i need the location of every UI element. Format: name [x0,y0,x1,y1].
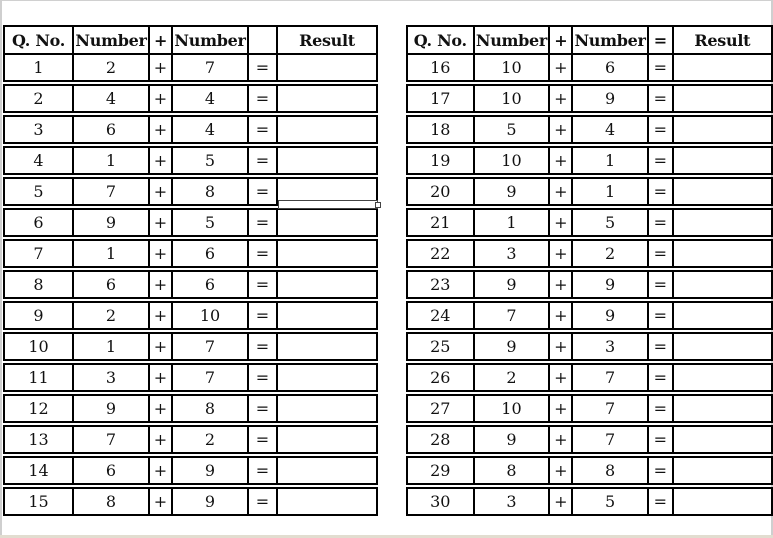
equals-sign-cell: = [248,176,277,207]
table-row [407,424,772,455]
equals-sign-cell: = [248,393,277,424]
header-number-2: Number [572,26,648,54]
plus-sign-cell: + [549,455,572,486]
equals-sign-cell: = [648,331,673,362]
question-number-cell: 17 [407,83,474,114]
header-row [407,26,772,54]
plus-sign-cell: + [549,362,572,393]
result-answer-cell[interactable] [673,486,772,515]
first-number-cell: 3 [73,362,149,393]
first-number-cell: 10 [474,54,550,83]
plus-sign-cell: + [549,207,572,238]
question-number-cell: 7 [4,238,73,269]
first-number-cell: 4 [73,83,149,114]
question-number-cell: 22 [407,238,474,269]
table-row [4,145,377,176]
question-number-cell: 23 [407,269,474,300]
first-number-cell: 6 [73,269,149,300]
second-number-cell: 8 [572,455,648,486]
table-row [4,331,377,362]
second-number-cell: 2 [572,238,648,269]
table-row [407,145,772,176]
plus-sign-cell: + [149,300,172,331]
result-answer-cell[interactable] [277,455,377,486]
selected-cell-handle[interactable] [278,200,378,209]
question-number-cell: 28 [407,424,474,455]
question-number-cell: 6 [4,207,73,238]
equals-sign-cell: = [648,486,673,515]
table-row [4,114,377,145]
plus-sign-cell: + [149,393,172,424]
equals-sign-cell: = [648,455,673,486]
first-number-cell: 6 [73,455,149,486]
result-answer-cell[interactable] [673,207,772,238]
first-number-cell: 9 [73,393,149,424]
equals-sign-cell: = [248,269,277,300]
table-row [4,300,377,331]
second-number-cell: 8 [172,176,248,207]
equals-sign-cell: = [248,54,277,83]
second-number-cell: 8 [172,393,248,424]
result-answer-cell[interactable] [673,300,772,331]
plus-sign-cell: + [149,114,172,145]
result-answer-cell[interactable] [277,145,377,176]
question-number-cell: 25 [407,331,474,362]
question-number-cell: 19 [407,145,474,176]
question-number-cell: 27 [407,393,474,424]
question-number-cell: 5 [4,176,73,207]
result-answer-cell[interactable] [277,114,377,145]
second-number-cell: 7 [572,424,648,455]
second-number-cell: 9 [172,455,248,486]
plus-sign-cell: + [149,424,172,455]
question-number-cell: 8 [4,269,73,300]
plus-sign-cell: + [549,238,572,269]
question-number-cell: 4 [4,145,73,176]
equals-sign-cell: = [248,114,277,145]
second-number-cell: 7 [572,393,648,424]
table-row [407,393,772,424]
question-number-cell: 10 [4,331,73,362]
table-row [407,331,772,362]
first-number-cell: 10 [474,393,550,424]
plus-sign-cell: + [149,54,172,83]
table-row [4,455,377,486]
question-number-cell: 29 [407,455,474,486]
header-result: Result [277,26,377,54]
equals-sign-cell: = [248,486,277,515]
equals-sign-cell: = [248,238,277,269]
second-number-cell: 9 [572,269,648,300]
table-row [407,269,772,300]
header-equals: = [648,26,673,54]
equals-sign-cell: = [248,300,277,331]
plus-sign-cell: + [549,114,572,145]
plus-sign-cell: + [549,393,572,424]
table-row [407,83,772,114]
second-number-cell: 1 [572,145,648,176]
table-row [4,83,377,114]
equals-sign-cell: = [648,176,673,207]
question-number-cell: 12 [4,393,73,424]
result-answer-cell[interactable] [277,238,377,269]
sheet-left-edge [0,0,2,538]
table-row [4,393,377,424]
first-number-cell: 1 [73,238,149,269]
result-answer-cell[interactable] [277,393,377,424]
first-number-cell: 1 [474,207,550,238]
first-number-cell: 7 [474,300,550,331]
first-number-cell: 9 [474,269,550,300]
equals-sign-cell: = [248,455,277,486]
second-number-cell: 4 [172,83,248,114]
second-number-cell: 3 [572,331,648,362]
second-number-cell: 6 [172,238,248,269]
result-answer-cell[interactable] [277,362,377,393]
worksheet-table-right [406,25,773,516]
first-number-cell: 7 [73,176,149,207]
question-number-cell: 16 [407,54,474,83]
first-number-cell: 1 [73,145,149,176]
result-answer-cell[interactable] [277,207,377,238]
result-answer-cell[interactable] [673,114,772,145]
second-number-cell: 7 [172,362,248,393]
equals-sign-cell: = [648,145,673,176]
result-answer-cell[interactable] [673,455,772,486]
header-plus: + [149,26,172,54]
first-number-cell: 9 [474,424,550,455]
table-row [4,486,377,515]
result-answer-cell[interactable] [673,269,772,300]
question-number-cell: 21 [407,207,474,238]
result-answer-cell[interactable] [277,486,377,515]
table-row [4,238,377,269]
equals-sign-cell: = [648,300,673,331]
first-number-cell: 3 [474,486,550,515]
plus-sign-cell: + [549,331,572,362]
question-number-cell: 14 [4,455,73,486]
first-number-cell: 9 [73,207,149,238]
second-number-cell: 2 [172,424,248,455]
plus-sign-cell: + [149,83,172,114]
second-number-cell: 9 [572,83,648,114]
first-number-cell: 5 [474,114,550,145]
plus-sign-cell: + [149,331,172,362]
result-answer-cell[interactable] [673,83,772,114]
first-number-cell: 8 [474,455,550,486]
table-row [4,269,377,300]
question-number-cell: 3 [4,114,73,145]
equals-sign-cell: = [248,331,277,362]
second-number-cell: 4 [572,114,648,145]
plus-sign-cell: + [549,54,572,83]
equals-sign-cell: = [248,207,277,238]
result-answer-cell[interactable] [673,54,772,83]
plus-sign-cell: + [549,176,572,207]
question-number-cell: 9 [4,300,73,331]
result-answer-cell[interactable] [673,393,772,424]
second-number-cell: 5 [572,207,648,238]
header-qno: Q. No. [4,26,73,54]
question-number-cell: 13 [4,424,73,455]
second-number-cell: 6 [572,54,648,83]
result-answer-cell[interactable] [673,362,772,393]
question-number-cell: 18 [407,114,474,145]
table-row [4,54,377,83]
table-row [407,54,772,83]
header-number-1: Number [73,26,149,54]
second-number-cell: 6 [172,269,248,300]
result-answer-cell[interactable] [277,331,377,362]
plus-sign-cell: + [149,238,172,269]
first-number-cell: 3 [474,238,550,269]
first-number-cell: 7 [73,424,149,455]
question-number-cell: 24 [407,300,474,331]
header-number-1: Number [474,26,550,54]
first-number-cell: 2 [474,362,550,393]
second-number-cell: 5 [172,145,248,176]
plus-sign-cell: + [549,486,572,515]
table-row [407,207,772,238]
result-answer-cell[interactable] [277,300,377,331]
sheet-top-edge [0,0,773,1]
first-number-cell: 2 [73,54,149,83]
plus-sign-cell: + [149,269,172,300]
header-equals [248,26,277,54]
equals-sign-cell: = [648,207,673,238]
question-number-cell: 11 [4,362,73,393]
equals-sign-cell: = [248,362,277,393]
result-answer-cell[interactable] [673,176,772,207]
header-row [4,26,377,54]
header-result: Result [673,26,772,54]
question-number-cell: 1 [4,54,73,83]
first-number-cell: 10 [474,83,550,114]
equals-sign-cell: = [648,424,673,455]
question-number-cell: 30 [407,486,474,515]
header-plus: + [549,26,572,54]
second-number-cell: 9 [572,300,648,331]
first-number-cell: 1 [73,331,149,362]
equals-sign-cell: = [248,424,277,455]
second-number-cell: 7 [572,362,648,393]
question-number-cell: 20 [407,176,474,207]
plus-sign-cell: + [549,145,572,176]
second-number-cell: 7 [172,54,248,83]
second-number-cell: 10 [172,300,248,331]
equals-sign-cell: = [648,83,673,114]
plus-sign-cell: + [149,207,172,238]
second-number-cell: 1 [572,176,648,207]
table-row [4,207,377,238]
result-answer-cell[interactable] [673,424,772,455]
first-number-cell: 6 [73,114,149,145]
first-number-cell: 2 [73,300,149,331]
plus-sign-cell: + [149,145,172,176]
result-answer-cell[interactable] [673,331,772,362]
question-number-cell: 2 [4,83,73,114]
plus-sign-cell: + [149,362,172,393]
table-row [4,362,377,393]
header-qno: Q. No. [407,26,474,54]
plus-sign-cell: + [149,176,172,207]
first-number-cell: 8 [73,486,149,515]
equals-sign-cell: = [648,114,673,145]
result-answer-cell[interactable] [277,54,377,83]
result-answer-cell[interactable] [277,83,377,114]
result-answer-cell[interactable] [673,238,772,269]
equals-sign-cell: = [248,145,277,176]
first-number-cell: 10 [474,145,550,176]
table-row [4,424,377,455]
result-answer-cell[interactable] [673,145,772,176]
table-row [407,238,772,269]
worksheet-table-left [3,25,378,516]
plus-sign-cell: + [149,455,172,486]
header-number-2: Number [172,26,248,54]
question-number-cell: 26 [407,362,474,393]
second-number-cell: 4 [172,114,248,145]
first-number-cell: 9 [474,176,550,207]
second-number-cell: 5 [172,207,248,238]
equals-sign-cell: = [648,393,673,424]
equals-sign-cell: = [648,238,673,269]
equals-sign-cell: = [648,269,673,300]
equals-sign-cell: = [648,54,673,83]
table-row [407,176,772,207]
question-number-cell: 15 [4,486,73,515]
equals-sign-cell: = [248,83,277,114]
plus-sign-cell: + [549,269,572,300]
plus-sign-cell: + [549,300,572,331]
table-row [407,114,772,145]
table-row [407,362,772,393]
second-number-cell: 9 [172,486,248,515]
first-number-cell: 9 [474,331,550,362]
second-number-cell: 7 [172,331,248,362]
equals-sign-cell: = [648,362,673,393]
plus-sign-cell: + [549,424,572,455]
table-row [407,300,772,331]
plus-sign-cell: + [549,83,572,114]
result-answer-cell[interactable] [277,424,377,455]
table-row [407,486,772,515]
plus-sign-cell: + [149,486,172,515]
result-answer-cell[interactable] [277,269,377,300]
table-row [407,455,772,486]
second-number-cell: 5 [572,486,648,515]
